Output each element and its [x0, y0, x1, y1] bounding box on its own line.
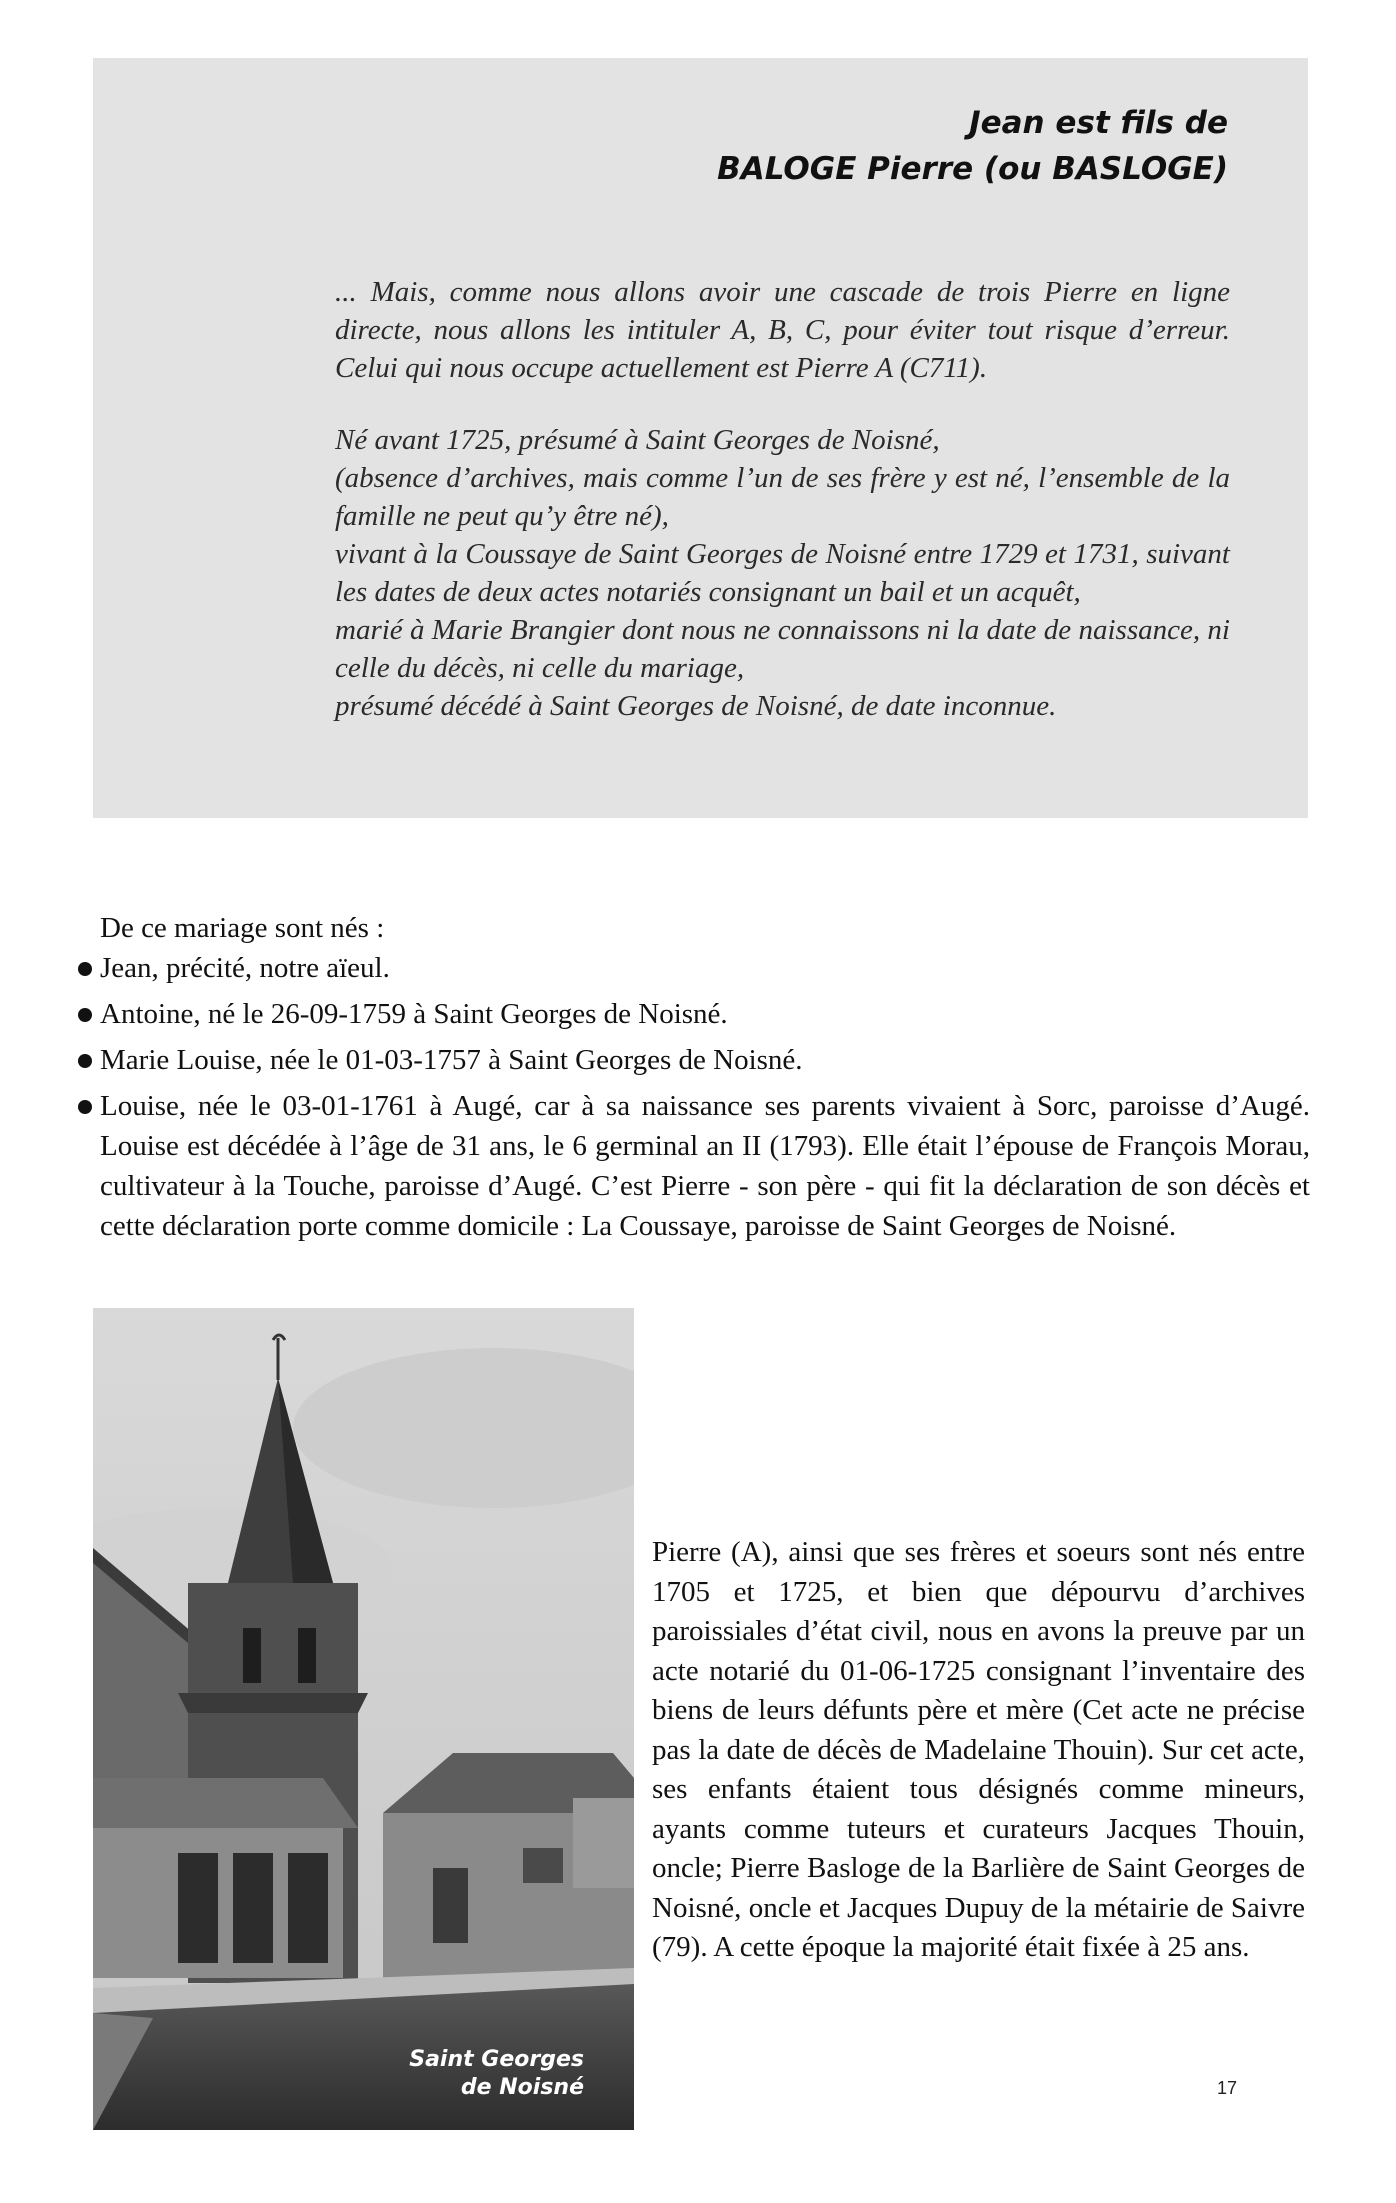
caption-line-1: Saint Georges: [409, 2047, 584, 2072]
intro-line: marié à Marie Brangier dont nous ne connaissons ni la date de naissance, ni celle du décès, ni celle du mariage,: [335, 614, 1230, 684]
bullet-icon: [78, 1054, 92, 1068]
list-item-text: Antoine, né le 26-09-1759 à Saint Georges de Noisné.: [100, 998, 728, 1030]
intro-line: vivant à la Coussaye de Saint Georges de Noisné entre 1729 et 1731, suivant les dates de deux actes notariés consignant un bail et un acquêt,: [335, 538, 1230, 608]
church-illustration: [93, 1308, 634, 2130]
list-item: [78, 948, 1310, 988]
bullet-icon: [78, 1100, 92, 1114]
list-item-text: Jean, précité, notre aïeul.: [100, 952, 390, 984]
intro-line: présumé décédé à Saint Georges de Noisné, de date inconnue.: [335, 690, 1057, 722]
list-item-text: Louise, née le 03-01-1761 à Augé, car à sa naissance ses parents vivaient à Sorc, paroisse d’Augé. Louise est décédée à l’âge de 31 ans, le 6 germinal an II (1793). Elle était l’épouse de François Morau, cultivateur à la Touche, paroisse d’Augé. C’est Pierre - son père - qui fit la déclaration de son décès et cette déclaration porte comme domicile : La Coussaye, paroisse de Saint Georges de Noisné.: [100, 1090, 1310, 1242]
children-intro: De ce mariage sont nés :: [100, 912, 385, 944]
children-list: [78, 948, 1310, 1252]
intro-paragraph-1: ... Mais, comme nous allons avoir une cascade de trois Pierre en ligne directe, nous allons les intituler A, B, C, pour éviter tout risque d’erreur. Celui qui nous occupe actuellement est Pierre A (C711).: [335, 276, 1230, 384]
intro-paragraph-2: [335, 421, 1230, 725]
caption-line-2: de Noisné: [460, 2075, 584, 2100]
intro-line: Né avant 1725, présumé à Saint Georges de Noisné,: [335, 424, 940, 456]
church-photo: [93, 1308, 634, 2130]
bullet-icon: [78, 962, 92, 976]
photo-caption: [409, 2046, 584, 2102]
section-heading: [717, 100, 1228, 192]
bullet-icon: [78, 1008, 92, 1022]
intro-line: (absence d’archives, mais comme l’un de ses frère y est né, l’ensemble de la famille ne peut qu’y être né),: [335, 462, 1230, 532]
list-item: [78, 1086, 1310, 1246]
side-paragraph: Pierre (A), ainsi que ses frères et soeurs sont nés entre 1705 et 1725, et bien que dépourvu d’archives paroissiales d’état civil, nous en avons la preuve par un acte notarié du 01-06-1725 consignant l’inventaire des biens de leurs défunts père et mère (Cet acte ne précise pas la date de décès de Madelaine Thouin). Sur cet acte, ses enfants étaient tous désignés comme mineurs, ayants comme tuteurs et curateurs Jacques Thouin, oncle; Pierre Basloge de la Barlière de Saint Georges de Noisné, oncle et Jacques Dupuy de la métairie de Saivre (79). A cette époque la majorité était fixée à 25 ans.: [652, 1536, 1305, 1963]
list-item-text: Marie Louise, née le 01-03-1757 à Saint Georges de Noisné.: [100, 1044, 803, 1076]
heading-line-2: BALOGE Pierre (ou BASLOGE): [717, 151, 1228, 187]
page-number: 17: [1217, 2078, 1238, 2098]
heading-line-1: Jean est fils de: [969, 105, 1228, 141]
list-item: [78, 1040, 1310, 1080]
list-item: [78, 994, 1310, 1034]
intro-text: [335, 273, 1230, 725]
